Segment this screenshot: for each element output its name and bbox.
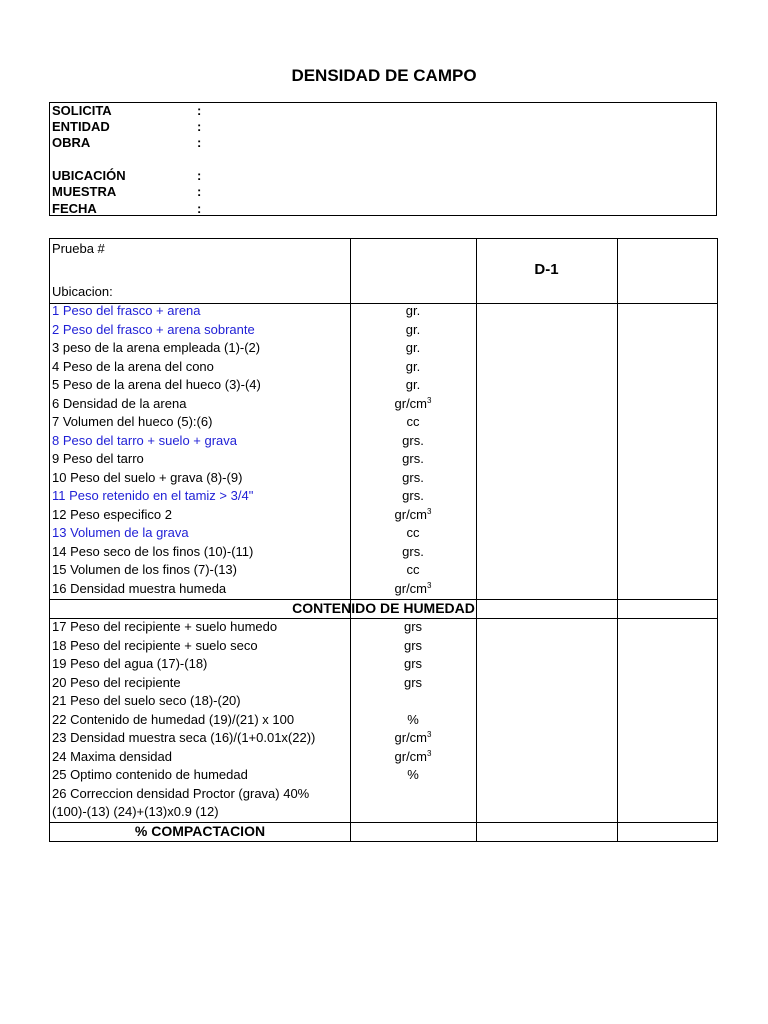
- row-label: 16 Densidad muestra humeda: [52, 580, 227, 596]
- info-colon: :: [197, 168, 202, 183]
- info-row-obra: [52, 135, 201, 151]
- row-unit: [350, 302, 476, 320]
- row-unit: [350, 655, 476, 673]
- row-unit: [350, 339, 476, 357]
- column-divider: [476, 239, 477, 841]
- unit-text: gr/cm: [394, 395, 428, 411]
- info-row-entidad: [52, 119, 201, 135]
- density-table: [49, 238, 718, 842]
- row-unit: [350, 506, 476, 524]
- row-label: 11 Peso retenido en el tamiz > 3/4": [52, 488, 254, 503]
- page-title: DENSIDAD DE CAMPO: [291, 66, 477, 85]
- unit-text: cc: [406, 525, 420, 540]
- row-label: 20 Peso del recipiente: [52, 674, 181, 690]
- info-label: MUESTRA: [52, 184, 117, 199]
- unit-text: gr/cm: [394, 730, 428, 745]
- unit-text: %: [407, 767, 419, 782]
- info-row-fecha: [52, 201, 201, 217]
- row-unit: [350, 432, 476, 450]
- row-label: 12 Peso especifico 2: [52, 506, 172, 522]
- row-unit: [350, 543, 476, 561]
- row-label: 18 Peso del recipiente + suelo seco: [52, 637, 258, 653]
- row-unit: [350, 618, 476, 636]
- row-unit: [350, 395, 476, 413]
- row-label: (100)-(13) (24)+(13)x0.9 (12): [52, 804, 219, 819]
- unit-text: gr.: [405, 321, 421, 337]
- row-label: 17 Peso del recipiente + suelo humedo: [52, 619, 278, 634]
- header-info-box: [49, 102, 717, 216]
- row-unit: [350, 376, 476, 394]
- row-unit: [350, 321, 476, 339]
- row-unit: [350, 524, 476, 542]
- unit-exponent: 3: [427, 506, 432, 516]
- row-unit: [350, 413, 476, 431]
- unit-text: grs: [403, 619, 423, 634]
- row-label: 13 Volumen de la grava: [52, 525, 189, 540]
- info-row-solicita: [52, 103, 201, 119]
- unit-text: gr.: [405, 303, 421, 318]
- info-label: FECHA: [52, 201, 97, 216]
- info-colon: :: [197, 103, 202, 118]
- row-label: 10 Peso del suelo + grava (8)-(9): [52, 469, 243, 485]
- info-colon: :: [197, 184, 202, 199]
- row-label: 8 Peso del tarro + suelo + grava: [52, 432, 238, 448]
- row-label: 15 Volumen de los finos (7)-(13): [52, 562, 237, 577]
- info-colon: :: [197, 201, 202, 216]
- unit-text: cc: [406, 562, 420, 577]
- row-label: 21 Peso del suelo seco (18)-(20): [52, 693, 241, 708]
- row-unit: [350, 358, 476, 376]
- info-colon: :: [197, 119, 202, 134]
- info-row-ubicacion: [52, 168, 201, 184]
- row-unit: [350, 487, 476, 505]
- unit-exponent: 3: [427, 395, 432, 405]
- unit-exponent: 3: [427, 730, 432, 739]
- info-label: ENTIDAD: [52, 119, 110, 134]
- row-label: 19 Peso del agua (17)-(18): [52, 656, 208, 671]
- column-divider: [617, 239, 618, 841]
- row-label: 22 Contenido de humedad (19)/(21) x 100: [52, 711, 295, 727]
- compactacion-label: % COMPACTACION: [134, 823, 266, 839]
- row-unit: [350, 748, 476, 766]
- row-label: 14 Peso seco de los finos (10)-(11): [52, 543, 254, 559]
- unit-exponent: 3: [427, 748, 432, 758]
- unit-exponent: 3: [427, 580, 432, 590]
- unit-text: gr/cm: [394, 506, 428, 522]
- unit-text: gr/cm: [394, 580, 428, 596]
- unit-text: grs: [403, 656, 423, 671]
- unit-text: grs.: [402, 488, 424, 503]
- unit-text: grs.: [402, 543, 424, 559]
- row-unit: [350, 729, 476, 747]
- row-unit: [350, 450, 476, 468]
- ubicacion-label: Ubicacion:: [52, 284, 113, 299]
- row-label: 24 Maxima densidad: [52, 748, 172, 764]
- row-label: 1 Peso del frasco + arena: [52, 303, 201, 318]
- sample-id: D-1: [534, 261, 559, 278]
- unit-text: gr/cm: [394, 748, 428, 764]
- section-title-humedad: CONTENIDO DE HUMEDAD: [292, 600, 475, 616]
- row-unit: [350, 637, 476, 655]
- row-unit: [350, 674, 476, 692]
- unit-text: gr.: [405, 377, 421, 392]
- row-label: 25 Optimo contenido de humedad: [52, 767, 248, 782]
- info-colon: :: [197, 135, 202, 150]
- info-label: UBICACIÓN: [52, 168, 126, 183]
- unit-text: grs.: [402, 451, 424, 466]
- row-label: 7 Volumen del hueco (5):(6): [52, 414, 213, 429]
- row-label: 3 peso de la arena empleada (1)-(2): [52, 340, 261, 355]
- row-label: 5 Peso de la arena del hueco (3)-(4): [52, 377, 261, 392]
- row-unit: [350, 580, 476, 598]
- row-label: 26 Correccion densidad Proctor (grava) 40%: [52, 785, 310, 801]
- row-label: 23 Densidad muestra seca (16)/(1+0.01x(22)): [52, 730, 316, 745]
- unit-text: cc: [406, 414, 420, 429]
- row-label: 2 Peso del frasco + arena sobrante: [52, 321, 255, 337]
- info-row-muestra: [52, 184, 201, 200]
- row-label: 4 Peso de la arena del cono: [52, 358, 214, 374]
- unit-text: gr.: [405, 358, 421, 374]
- prueba-label: Prueba #: [52, 241, 105, 256]
- unit-text: grs.: [402, 432, 424, 448]
- row-unit: [350, 766, 476, 784]
- info-label: OBRA: [52, 135, 91, 150]
- row-label: 6 Densidad de la arena: [52, 395, 187, 411]
- row-label: 9 Peso del tarro: [52, 451, 144, 466]
- row-unit: [350, 469, 476, 487]
- unit-text: gr.: [405, 340, 421, 355]
- row-unit: [350, 561, 476, 579]
- info-label: SOLICITA: [52, 103, 112, 118]
- unit-text: grs: [403, 674, 423, 690]
- unit-text: %: [407, 711, 419, 727]
- unit-text: grs: [403, 637, 423, 653]
- row-unit: [350, 711, 476, 729]
- unit-text: grs.: [402, 469, 424, 485]
